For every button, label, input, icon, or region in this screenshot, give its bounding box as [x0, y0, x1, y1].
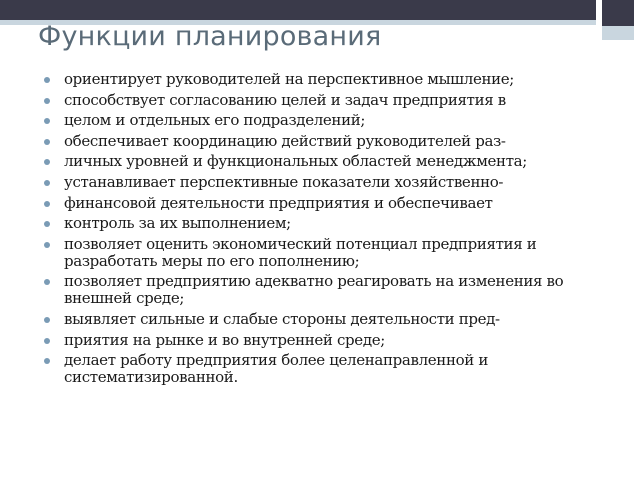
bullet-text: целом и отдельных его подразделений; — [64, 111, 366, 130]
bullet-dot-icon — [44, 77, 50, 83]
bullet-text: позволяет оценить экономический потенциал предприятия и разработать меры по его пополнению; — [64, 234, 537, 270]
bullet-dot-icon — [44, 98, 50, 104]
bullet-dot-icon — [44, 201, 50, 207]
bullet-item — [44, 352, 604, 386]
bullet-dot-icon — [44, 242, 50, 248]
bullet-text: приятия на рынке и во внутренней среде; — [64, 330, 385, 349]
bullet-dot-icon — [44, 317, 50, 323]
bullet-dot-icon — [44, 118, 50, 124]
bullet-dot-icon — [44, 338, 50, 344]
bullet-item — [44, 133, 604, 150]
bullet-dot-icon — [44, 159, 50, 165]
bullet-item — [44, 153, 604, 170]
bullet-item — [44, 71, 604, 88]
bullet-item — [44, 332, 604, 349]
bullet-dot-icon — [44, 221, 50, 227]
bullet-text: выявляет сильные и слабые стороны деятельности пред- — [64, 309, 500, 328]
bullet-item — [44, 174, 604, 191]
bullet-text: личных уровней и функциональных областей менеджмента; — [64, 152, 527, 171]
bullet-text: контроль за их выполнением; — [64, 214, 291, 233]
bullet-dot-icon — [44, 279, 50, 285]
bullet-text: обеспечивает координацию действий руководителей раз- — [64, 131, 506, 150]
bullet-text: устанавливает перспективные показатели хозяйственно- — [64, 172, 504, 191]
corner-decoration — [596, 0, 640, 46]
bullet-item — [44, 236, 604, 270]
bullet-list — [44, 71, 604, 390]
bullet-dot-icon — [44, 358, 50, 364]
bullet-dot-icon — [44, 139, 50, 145]
header-dark-bar — [0, 0, 640, 20]
slide-title: Функции планирования — [38, 21, 382, 52]
bullet-text: финансовой деятельности предприятия и обеспечивает — [64, 193, 493, 212]
bullet-item — [44, 215, 604, 232]
bullet-text: способствует согласованию целей и задач предприятия в — [64, 90, 506, 109]
bullet-item — [44, 195, 604, 212]
bullet-dot-icon — [44, 180, 50, 186]
bullet-item — [44, 311, 604, 328]
bullet-item — [44, 112, 604, 129]
bullet-text: ориентирует руководителей на перспективное мышление; — [64, 70, 514, 88]
bullet-text: делает работу предприятия более целенаправленной и систематизированной. — [64, 351, 488, 387]
bullet-text: позволяет предприятию адекватно реагировать на изменения во внешней среде; — [64, 272, 564, 308]
bullet-item — [44, 273, 604, 307]
bullet-item — [44, 92, 604, 109]
